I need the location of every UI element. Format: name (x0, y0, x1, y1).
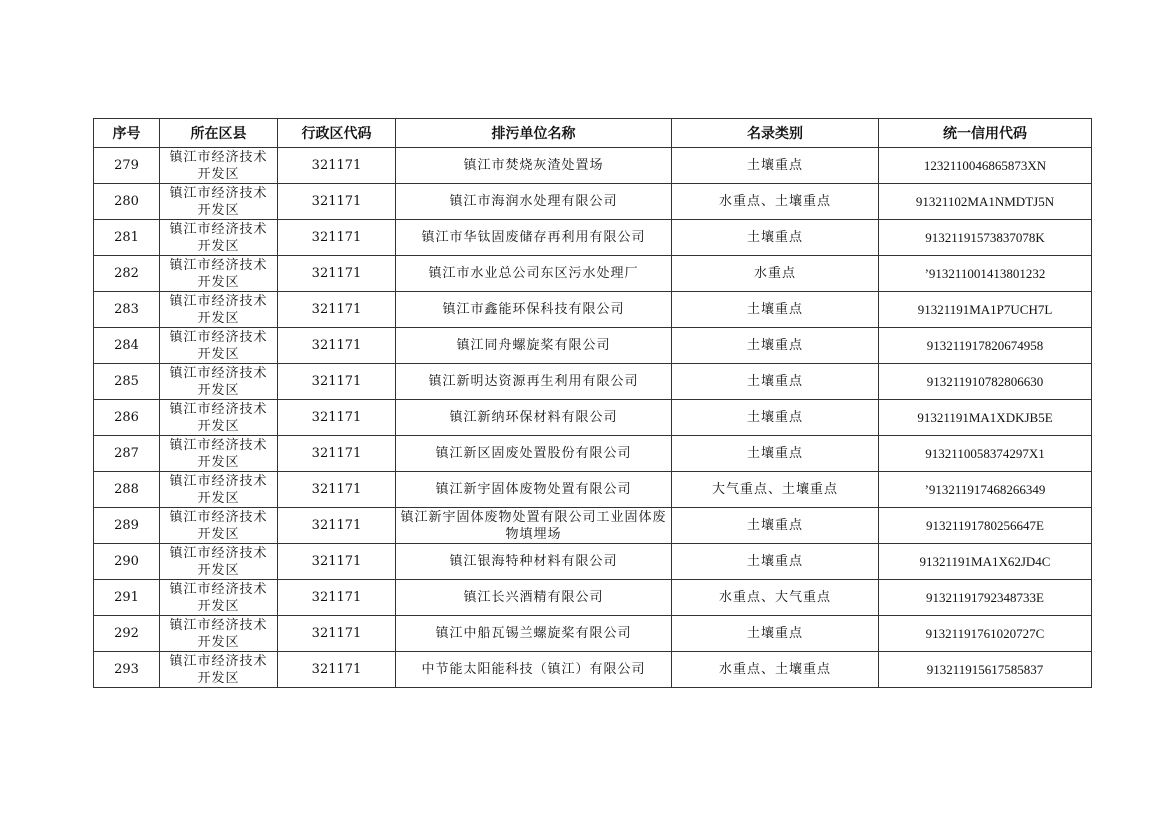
header-unit-name: 排污单位名称 (396, 119, 672, 148)
cell-category: 土壤重点 (672, 544, 879, 580)
cell-category: 水重点、土壤重点 (672, 184, 879, 220)
cell-district: 镇江市经济技术开发区 (160, 472, 278, 508)
cell-credit-code: 913211917820674958 (879, 328, 1092, 364)
cell-admin-code: 321171 (278, 400, 396, 436)
cell-serial-number: 293 (94, 652, 160, 688)
cell-category: 大气重点、土壤重点 (672, 472, 879, 508)
table-row (94, 616, 1092, 652)
cell-admin-code: 321171 (278, 652, 396, 688)
cell-credit-code: 91321191780256647E (879, 508, 1092, 544)
table-row (94, 184, 1092, 220)
cell-district: 镇江市经济技术开发区 (160, 256, 278, 292)
cell-serial-number: 282 (94, 256, 160, 292)
cell-category: 土壤重点 (672, 292, 879, 328)
cell-unit-name: 镇江同舟螺旋桨有限公司 (396, 328, 672, 364)
table-row (94, 292, 1092, 328)
cell-district: 镇江市经济技术开发区 (160, 148, 278, 184)
cell-district: 镇江市经济技术开发区 (160, 292, 278, 328)
cell-admin-code: 321171 (278, 580, 396, 616)
cell-serial-number: 285 (94, 364, 160, 400)
cell-district: 镇江市经济技术开发区 (160, 364, 278, 400)
cell-admin-code: 321171 (278, 328, 396, 364)
cell-serial-number: 280 (94, 184, 160, 220)
cell-admin-code: 321171 (278, 256, 396, 292)
cell-admin-code: 321171 (278, 436, 396, 472)
cell-admin-code: 321171 (278, 508, 396, 544)
pollutant-unit-table (93, 118, 1092, 688)
cell-serial-number: 286 (94, 400, 160, 436)
table-row (94, 400, 1092, 436)
cell-unit-name: 镇江新区固废处置股份有限公司 (396, 436, 672, 472)
table-header-row (94, 119, 1092, 148)
cell-district: 镇江市经济技术开发区 (160, 220, 278, 256)
cell-credit-code: 91321191792348733E (879, 580, 1092, 616)
table-row (94, 544, 1092, 580)
cell-serial-number: 292 (94, 616, 160, 652)
cell-credit-code: 91321191MA1X62JD4C (879, 544, 1092, 580)
cell-serial-number: 291 (94, 580, 160, 616)
cell-unit-name: 镇江新宇固体废物处置有限公司 (396, 472, 672, 508)
cell-district: 镇江市经济技术开发区 (160, 508, 278, 544)
cell-district: 镇江市经济技术开发区 (160, 652, 278, 688)
cell-credit-code: ’913211917468266349 (879, 472, 1092, 508)
cell-admin-code: 321171 (278, 472, 396, 508)
cell-admin-code: 321171 (278, 292, 396, 328)
cell-unit-name: 镇江银海特种材料有限公司 (396, 544, 672, 580)
cell-category: 土壤重点 (672, 220, 879, 256)
cell-credit-code: 9132110058374297X1 (879, 436, 1092, 472)
cell-admin-code: 321171 (278, 616, 396, 652)
cell-unit-name: 镇江新宇固体废物处置有限公司工业固体废物填埋场 (396, 508, 672, 544)
cell-admin-code: 321171 (278, 148, 396, 184)
cell-admin-code: 321171 (278, 220, 396, 256)
table-row (94, 220, 1092, 256)
cell-credit-code: 91321191761020727C (879, 616, 1092, 652)
cell-credit-code: 913211910782806630 (879, 364, 1092, 400)
cell-category: 水重点、大气重点 (672, 580, 879, 616)
header-district: 所在区县 (160, 119, 278, 148)
cell-admin-code: 321171 (278, 544, 396, 580)
header-admin-code: 行政区代码 (278, 119, 396, 148)
cell-unit-name: 镇江市海润水处理有限公司 (396, 184, 672, 220)
cell-category: 土壤重点 (672, 364, 879, 400)
cell-serial-number: 288 (94, 472, 160, 508)
cell-serial-number: 281 (94, 220, 160, 256)
cell-serial-number: 290 (94, 544, 160, 580)
cell-unit-name: 镇江中船瓦锡兰螺旋桨有限公司 (396, 616, 672, 652)
cell-category: 土壤重点 (672, 148, 879, 184)
cell-category: 土壤重点 (672, 328, 879, 364)
cell-district: 镇江市经济技术开发区 (160, 616, 278, 652)
cell-serial-number: 283 (94, 292, 160, 328)
cell-district: 镇江市经济技术开发区 (160, 436, 278, 472)
table-row (94, 436, 1092, 472)
cell-category: 土壤重点 (672, 436, 879, 472)
cell-credit-code: 91321191MA1P7UCH7L (879, 292, 1092, 328)
cell-unit-name: 镇江市鑫能环保科技有限公司 (396, 292, 672, 328)
cell-unit-name: 镇江长兴酒精有限公司 (396, 580, 672, 616)
table-row (94, 328, 1092, 364)
cell-credit-code: ’913211001413801232 (879, 256, 1092, 292)
cell-district: 镇江市经济技术开发区 (160, 184, 278, 220)
table-row (94, 580, 1092, 616)
cell-category: 土壤重点 (672, 508, 879, 544)
cell-unit-name: 镇江新明达资源再生利用有限公司 (396, 364, 672, 400)
cell-unit-name: 中节能太阳能科技（镇江）有限公司 (396, 652, 672, 688)
table-row (94, 472, 1092, 508)
cell-serial-number: 287 (94, 436, 160, 472)
cell-district: 镇江市经济技术开发区 (160, 544, 278, 580)
table-row (94, 256, 1092, 292)
cell-category: 水重点 (672, 256, 879, 292)
cell-unit-name: 镇江市水业总公司东区污水处理厂 (396, 256, 672, 292)
table-row (94, 364, 1092, 400)
cell-credit-code: 91321102MA1NMDTJ5N (879, 184, 1092, 220)
table-row (94, 508, 1092, 544)
table-row (94, 148, 1092, 184)
cell-credit-code: 91321191573837078K (879, 220, 1092, 256)
cell-category: 土壤重点 (672, 616, 879, 652)
header-serial-number: 序号 (94, 119, 160, 148)
cell-serial-number: 289 (94, 508, 160, 544)
cell-category: 土壤重点 (672, 400, 879, 436)
cell-category: 水重点、土壤重点 (672, 652, 879, 688)
cell-unit-name: 镇江市焚烧灰渣处置场 (396, 148, 672, 184)
cell-credit-code: 913211915617585837 (879, 652, 1092, 688)
cell-unit-name: 镇江新纳环保材料有限公司 (396, 400, 672, 436)
cell-credit-code: 91321191MA1XDKJB5E (879, 400, 1092, 436)
cell-district: 镇江市经济技术开发区 (160, 400, 278, 436)
table-body (94, 148, 1092, 688)
cell-admin-code: 321171 (278, 184, 396, 220)
cell-district: 镇江市经济技术开发区 (160, 328, 278, 364)
cell-serial-number: 284 (94, 328, 160, 364)
header-credit-code: 统一信用代码 (879, 119, 1092, 148)
cell-credit-code: 1232110046865873XN (879, 148, 1092, 184)
header-category: 名录类别 (672, 119, 879, 148)
cell-district: 镇江市经济技术开发区 (160, 580, 278, 616)
cell-admin-code: 321171 (278, 364, 396, 400)
cell-serial-number: 279 (94, 148, 160, 184)
table-row (94, 652, 1092, 688)
cell-unit-name: 镇江市华钛固废储存再利用有限公司 (396, 220, 672, 256)
